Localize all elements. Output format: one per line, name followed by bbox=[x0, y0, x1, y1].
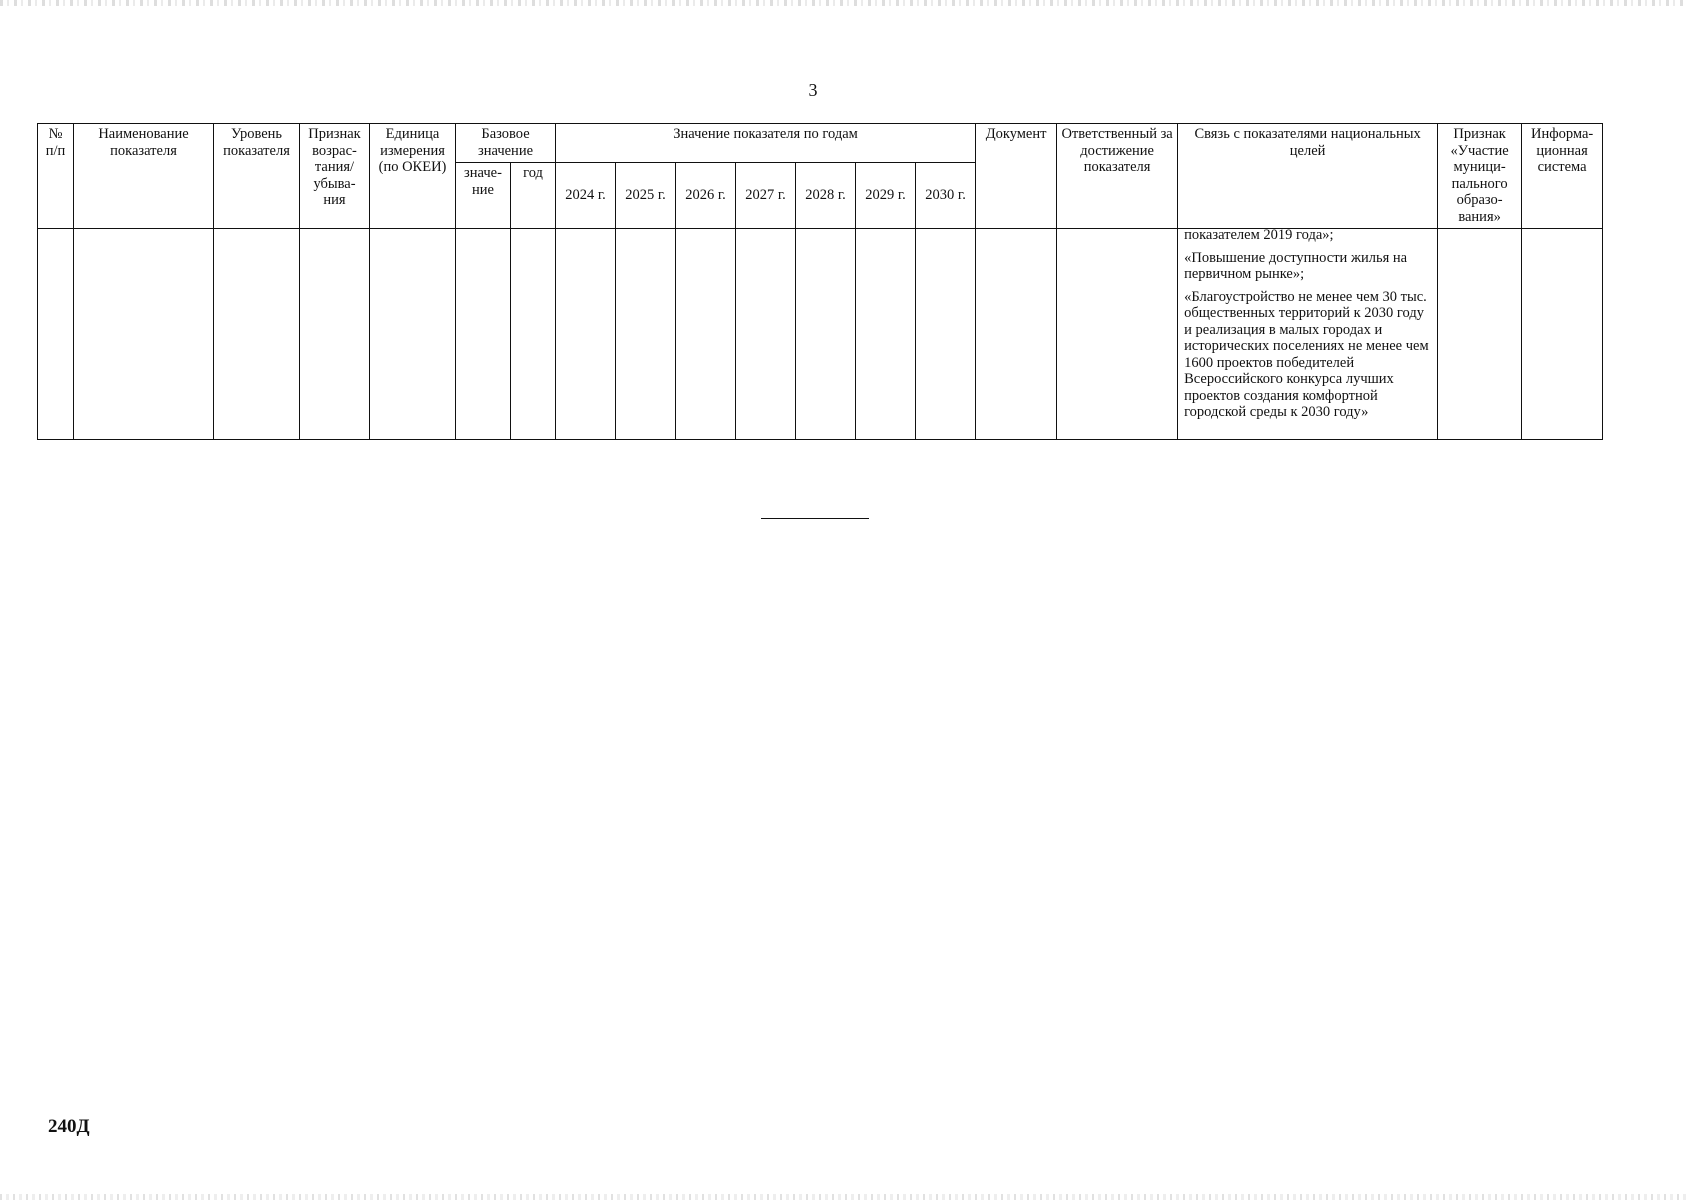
header-year-2025: 2025 г. bbox=[616, 163, 676, 229]
cell-name bbox=[74, 229, 214, 440]
header-base-group: Базовое значение bbox=[456, 124, 556, 163]
header-trend: Признак возрас-тания/ убыва-ния bbox=[300, 124, 370, 229]
cell-2028 bbox=[796, 229, 856, 440]
cell-2027 bbox=[736, 229, 796, 440]
cell-municipal bbox=[1438, 229, 1522, 440]
cell-2029 bbox=[856, 229, 916, 440]
header-responsible: Ответственный за достижение показателя bbox=[1057, 124, 1178, 229]
header-year-2027: 2027 г. bbox=[736, 163, 796, 229]
cell-document bbox=[976, 229, 1057, 440]
header-year-2028: 2028 г. bbox=[796, 163, 856, 229]
table-row bbox=[38, 229, 1603, 440]
header-year-2024: 2024 г. bbox=[556, 163, 616, 229]
cell-2024 bbox=[556, 229, 616, 440]
cell-2026 bbox=[676, 229, 736, 440]
cell-unit bbox=[370, 229, 456, 440]
header-base-value: значе-ние bbox=[456, 163, 511, 229]
header-num: № п/п bbox=[38, 124, 74, 229]
header-years-group: Значение показателя по годам bbox=[556, 124, 976, 163]
header-unit: Единица измерения (по ОКЕИ) bbox=[370, 124, 456, 229]
cell-info-system bbox=[1522, 229, 1603, 440]
cell-2030 bbox=[916, 229, 976, 440]
page-number: 3 bbox=[808, 80, 818, 100]
indicators-table bbox=[37, 123, 1603, 440]
header-municipal: Признак «Участие муници-пального образо-вания» bbox=[1438, 124, 1522, 229]
scan-edge-bottom bbox=[0, 1194, 1686, 1200]
cell-base-value bbox=[456, 229, 511, 440]
goal-text: показателем 2019 года»; bbox=[1184, 228, 1334, 243]
header-year-2026: 2026 г. bbox=[676, 163, 736, 229]
cell-2025 bbox=[616, 229, 676, 440]
header-year-2029: 2029 г. bbox=[856, 163, 916, 229]
header-document: Документ bbox=[976, 124, 1057, 229]
closing-rule bbox=[761, 518, 869, 519]
header-info-system: Информа-ционная система bbox=[1522, 124, 1603, 229]
header-goals: Связь с показателями национальных целей bbox=[1178, 124, 1438, 229]
cell-trend bbox=[300, 229, 370, 440]
goal-text: «Повышение доступности жилья на первичном рынке»; bbox=[1184, 249, 1408, 282]
cell-base-year bbox=[511, 229, 556, 440]
header-base-year: год bbox=[511, 163, 556, 229]
header-year-2030: 2030 г. bbox=[916, 163, 976, 229]
header-level: Уровень показателя bbox=[214, 124, 300, 229]
cell-responsible bbox=[1057, 229, 1178, 440]
cell-level bbox=[214, 229, 300, 440]
goal-text: «Благоустройство не менее чем 30 тыс. общественных территорий к 2030 году и реализация в малых городах и исторических поселениях не менее чем 1600 проектов победителей Всероссийского конкурса лучших проектов создания комфортной городской среды к 2030 году» bbox=[1184, 288, 1429, 420]
scan-edge-top bbox=[0, 0, 1686, 6]
cell-num bbox=[38, 229, 74, 440]
cell-goals bbox=[1178, 229, 1438, 440]
form-code: 240Д bbox=[48, 1116, 90, 1137]
header-name: Наименование показателя bbox=[74, 124, 214, 229]
